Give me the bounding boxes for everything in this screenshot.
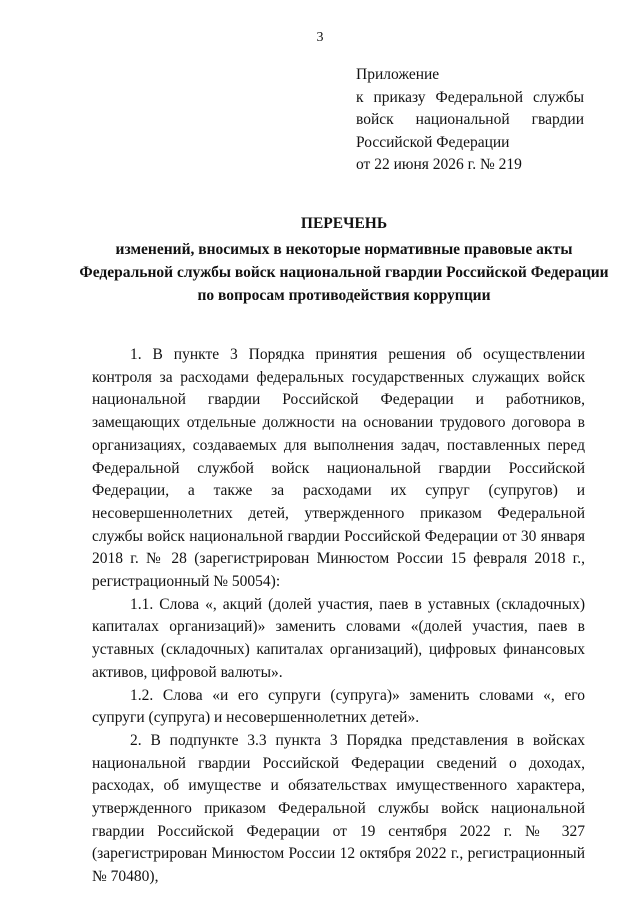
appendix-federation-line: Российской Федерации <box>356 133 510 151</box>
heading-line-3: по вопросам противодействия коррупции <box>197 287 491 304</box>
heading-line-1: изменений, вносимых в некоторые нормативные правовые акты <box>115 241 573 258</box>
paragraph-1-1: 1.1. Слова «, акций (долей участия, паев в уставных (складочных) капиталах организаций)» заменить словами «(долей участия, паев в уставных (складочных) капиталах организаций), цифровых финансовых активов, цифровой валюты». <box>92 595 585 681</box>
paragraph-1-2: 1.2. Слова «и его супруги (супруга)» заменить словами «, его супруги (супруга) и несовершеннолетних детей». <box>92 686 585 727</box>
appendix-date-line: от 22 июня 2026 г. № 219 <box>356 156 522 173</box>
heading-line-2: Федеральной службы войск национальной гвардии Российской Федерации <box>79 264 609 281</box>
appendix-block <box>356 64 584 177</box>
paragraph-1: 1. В пункте 3 Порядка принятия решения об осуществлении контроля за расходами федеральных государственных служащих войск национальной гвардии Российской Федерации и работников, замещающих отдельные должности на основании трудового договора в организациях, создаваемых для выполнения задач, поставленных перед Федеральной службой войск национальной гвардии Российской Федерации, а также за расходами их супруг (супругов) и несовершеннолетних детей, утвержденного приказом Федеральной службы войск национальной гвардии Российской Федерации от 30 января 2018 г. № 28 (зарегистрирован Минюстом России 15 февраля 2018 г., регистрационный № 50054): <box>92 346 585 591</box>
page-number: 3 <box>316 30 324 45</box>
appendix-label: Приложение <box>356 66 440 83</box>
document-heading <box>60 212 628 307</box>
document-title: ПЕРЕЧЕНЬ <box>300 215 388 232</box>
appendix-service-line: войск национальной гвардии <box>356 111 584 128</box>
paragraph-2: 2. В подпункте 3.3 пункта 3 Порядка представления в войсках национальной гвардии Российской Федерации сведений о доходах, расходах, об имуществе и обязательствах имущественного характера, утвержденного приказом Федеральной службы войск национальной гвардии Российской Федерации от 19 сентября 2022 г. № 327 (зарегистрирован Минюстом России 12 октября 2022 г., регистрационный № 70480), <box>92 731 585 886</box>
document-body <box>92 344 585 889</box>
appendix-order-line: к приказу Федеральной службы <box>356 88 584 106</box>
